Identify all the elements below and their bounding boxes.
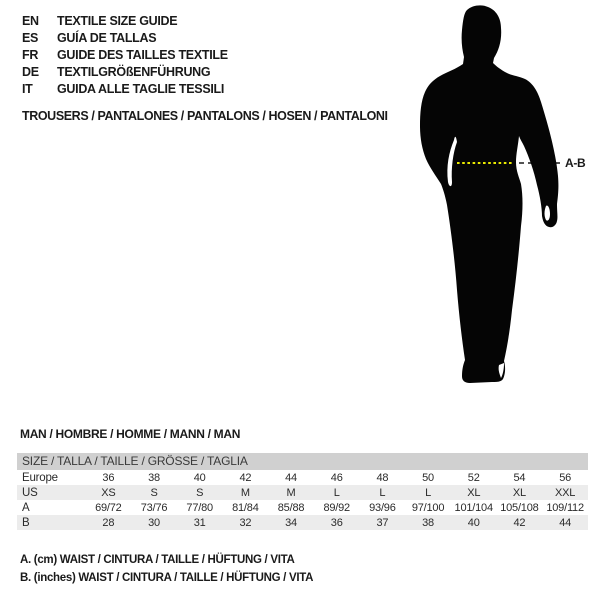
measure-label: A-B xyxy=(565,156,586,170)
size-cell: L xyxy=(425,486,432,499)
size-cell: 50 xyxy=(422,471,434,484)
man-silhouette-figure xyxy=(405,0,600,400)
size-cell: XL xyxy=(467,486,481,499)
size-cell: 31 xyxy=(193,516,206,529)
size-cell: L xyxy=(379,486,386,499)
row-label: B xyxy=(22,516,30,529)
size-cell: 40 xyxy=(193,471,206,484)
language-label: GUÍA DE TALLAS xyxy=(57,31,157,45)
size-cell: 44 xyxy=(285,471,297,484)
size-cell: 32 xyxy=(239,516,252,529)
language-code: ES xyxy=(22,31,39,45)
size-cell: 89/92 xyxy=(323,501,350,514)
size-cell: 101/104 xyxy=(454,501,493,514)
size-cell: 44 xyxy=(559,516,572,529)
footnote-a: A. (cm) WAIST / CINTURA / TAILLE / HÜFTUNG / VITA xyxy=(20,554,295,566)
size-cell: 97/100 xyxy=(411,501,445,514)
size-cell: 40 xyxy=(467,516,480,529)
language-row xyxy=(22,47,228,64)
size-cell: 38 xyxy=(422,516,434,529)
size-cell: 105/108 xyxy=(500,501,539,514)
row-label: US xyxy=(22,486,38,499)
size-cell: 34 xyxy=(285,516,297,529)
size-table xyxy=(17,453,588,530)
language-guide-list xyxy=(22,13,228,98)
row-label: A xyxy=(22,501,30,514)
language-code: EN xyxy=(22,14,39,28)
size-table-header: SIZE / TALLA / TAILLE / GRÖSSE / TAGLIA xyxy=(17,453,588,470)
row-label: Europe xyxy=(22,471,58,484)
size-cell: 28 xyxy=(102,516,115,529)
size-cell: 54 xyxy=(513,471,526,484)
size-cell: 42 xyxy=(239,471,252,484)
size-table-body xyxy=(17,470,588,530)
size-cell: L xyxy=(333,486,340,499)
size-cell: M xyxy=(286,486,296,499)
size-cell: 81/84 xyxy=(232,501,259,514)
language-row xyxy=(22,64,228,81)
language-code: DE xyxy=(22,65,39,79)
size-cell: M xyxy=(240,486,250,499)
table-row xyxy=(17,500,588,515)
size-cell: 48 xyxy=(376,471,389,484)
product-heading: TROUSERS / PANTALONES / PANTALONS / HOSEN / PANTALONI xyxy=(22,109,388,123)
language-label: TEXTILE SIZE GUIDE xyxy=(57,14,178,28)
size-cell: XS xyxy=(101,486,116,499)
size-cell: 52 xyxy=(467,471,480,484)
size-cell: 77/80 xyxy=(186,501,213,514)
language-code: FR xyxy=(22,48,39,62)
size-cell: 85/88 xyxy=(277,501,305,514)
language-label: GUIDA ALLE TAGLIE TESSILI xyxy=(57,82,225,96)
size-cell: XL xyxy=(512,486,526,499)
language-row xyxy=(22,30,228,47)
size-cell: S xyxy=(150,486,158,499)
size-cell: 38 xyxy=(148,471,160,484)
gender-section-heading: MAN / HOMBRE / HOMME / MANN / MAN xyxy=(20,427,241,441)
size-cell: 37 xyxy=(376,516,389,529)
size-cell: 36 xyxy=(330,516,343,529)
size-cell: 69/72 xyxy=(95,501,122,514)
size-cell: 56 xyxy=(559,471,572,484)
size-cell: XXL xyxy=(555,486,576,499)
size-cell: 109/112 xyxy=(546,501,584,514)
footnotes xyxy=(20,552,313,587)
size-cell: 73/76 xyxy=(140,501,168,514)
size-cell: 42 xyxy=(513,516,526,529)
language-code: IT xyxy=(22,82,33,96)
table-row xyxy=(17,485,588,500)
size-cell: 30 xyxy=(148,516,160,529)
man-silhouette xyxy=(420,5,558,383)
footnote-b: B. (inches) WAIST / CINTURA / TAILLE / HÜFTUNG / VITA xyxy=(20,571,314,584)
language-label: GUIDE DES TAILLES TEXTILE xyxy=(57,48,228,62)
language-label: TEXTILGRÖßENFÜHRUNG xyxy=(57,65,211,79)
size-cell: 36 xyxy=(102,471,115,484)
size-cell: 46 xyxy=(330,471,343,484)
size-cell: S xyxy=(196,486,204,499)
language-row xyxy=(22,13,228,30)
language-row xyxy=(22,81,228,98)
table-row xyxy=(17,515,588,530)
table-row xyxy=(17,470,588,485)
size-cell: 93/96 xyxy=(369,501,396,514)
